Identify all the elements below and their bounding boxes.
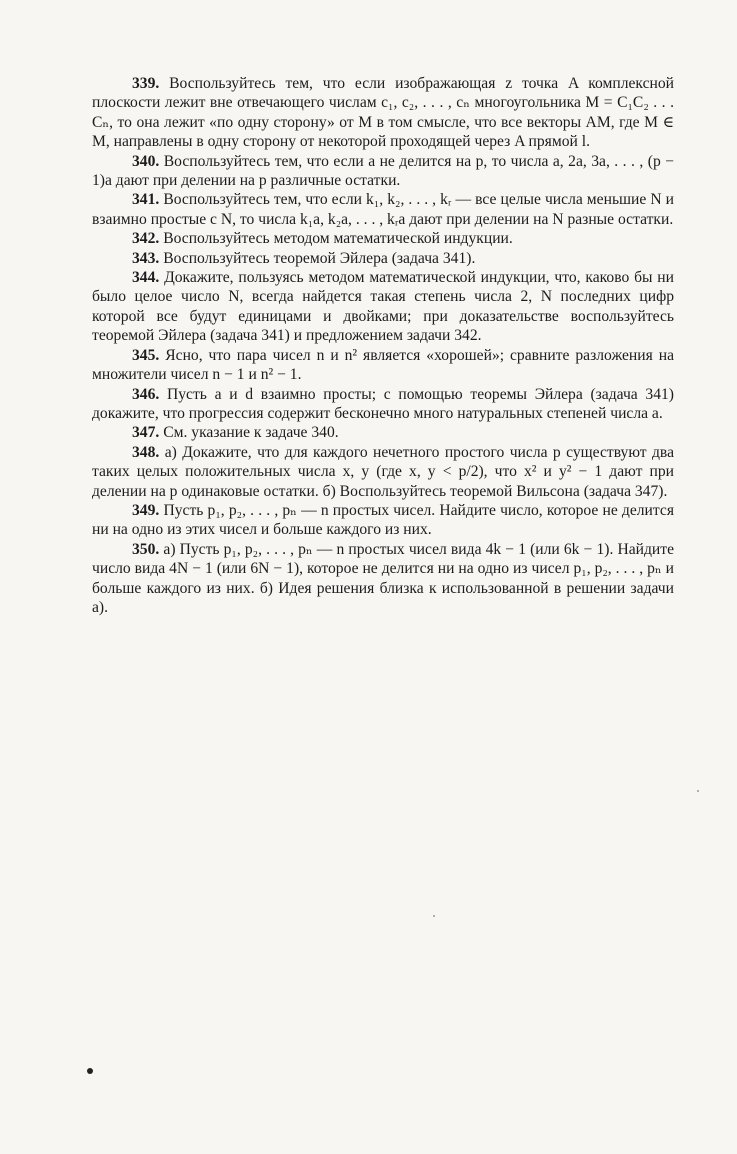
paragraph-text: Воспользуйтесь методом математической индукции. <box>163 230 513 248</box>
paragraph-number: 345. <box>132 346 160 364</box>
paragraph-text: Воспользуйтесь теоремой Эйлера (задача 341). <box>163 249 476 267</box>
paragraph-350 <box>92 540 674 618</box>
paragraph-number: 339. <box>132 75 160 92</box>
paragraph-number: 343. <box>132 249 160 267</box>
paragraph-text: Докажите, пользуясь методом математической индукции, что, каково бы ни было целое число N, всегда найдется такая степень числа 2, N последних цифр которой все будут единицами и двойками; при доказательстве воспользуйтесь теоремой Эйлера (задача 341) и предложением задачи 342. <box>92 269 674 345</box>
paragraph-number: 344. <box>132 269 160 287</box>
scan-speck <box>697 790 699 792</box>
paragraph-339 <box>92 74 674 152</box>
paragraph-341 <box>92 190 674 229</box>
paragraph-text: Воспользуйтесь тем, что если изображающая z точка A комплексной плоскости лежит вне отвечающего числам c₁, c₂, . . . , cₙ многоугольника M = C₁C₂ . . . Cₙ, то она лежит «по одну сторону» от M в том смысле, что все векторы AM, где M ∈ M, направлены в одну сторону от некоторой проходящей через A прямой l. <box>92 75 674 151</box>
paragraph-text: Пусть a и d взаимно просты; с помощью теоремы Эйлера (задача 341) докажите, что прогрессия содержит бесконечно много натуральных степеней числа a. <box>92 385 674 422</box>
paragraph-347 <box>92 423 674 442</box>
page-text <box>92 74 674 617</box>
paragraph-343 <box>92 249 674 268</box>
paragraph-text: См. указание к задаче 340. <box>163 424 339 442</box>
paragraph-349 <box>92 501 674 540</box>
paragraph-text: Воспользуйтесь тем, что если k₁, k₂, . . . , kᵣ — все целые числа меньшие N и взаимно простые с N, то числа k₁a, k₂a, . . . , kᵣa дают при делении на N разные остатки. <box>92 191 674 228</box>
paragraph-number: 346. <box>132 385 160 403</box>
paragraph-text: Ясно, что пара чисел n и n² является «хорошей»; сравните разложения на множители чисел n − 1 и n² − 1. <box>92 346 675 384</box>
paragraph-number: 347. <box>132 424 160 442</box>
ink-dot <box>87 1068 93 1074</box>
paragraph-text: а) Докажите, что для каждого нечетного простого числа p существуют два таких целых положительных числа x, y (где x, y < p/2), что x² и y² − 1 дают при делении на p одинаковые остатки. б) Воспользуйтесь теоремой Вильсона (задача 347). <box>92 443 675 500</box>
paragraph-text: Пусть p₁, p₂, . . . , pₙ — n простых чисел. Найдите число, которое не делится ни на одно из этих чисел и больше каждого из них. <box>92 501 674 539</box>
paragraph-number: 350. <box>132 540 160 558</box>
paragraph-342 <box>92 229 674 248</box>
paragraph-number: 341. <box>132 191 160 209</box>
paragraph-340 <box>92 152 674 191</box>
scan-speck <box>433 915 435 917</box>
paragraph-345 <box>92 346 674 385</box>
paragraph-number: 349. <box>132 501 160 519</box>
paragraph-number: 342. <box>132 230 160 248</box>
paragraph-number: 348. <box>132 443 160 461</box>
paragraph-348 <box>92 443 674 501</box>
paragraph-text: Воспользуйтесь тем, что если a не делится на p, то числа a, 2a, 3a, . . . , (p − 1)a дают при делении на p различные остатки. <box>92 152 674 190</box>
paragraph-346 <box>92 385 674 424</box>
paragraph-344 <box>92 268 674 346</box>
paragraph-text: а) Пусть p₁, p₂, . . . , pₙ — n простых чисел вида 4k − 1 (или 6k − 1). Найдите число вида 4N − 1 (или 6N − 1), которое не делится ни на одно из чисел p₁, p₂, . . . , pₙ и больше каждого из них. б) Идея решения близка к использованной в решении задачи а). <box>92 540 674 616</box>
paragraph-number: 340. <box>132 152 160 170</box>
